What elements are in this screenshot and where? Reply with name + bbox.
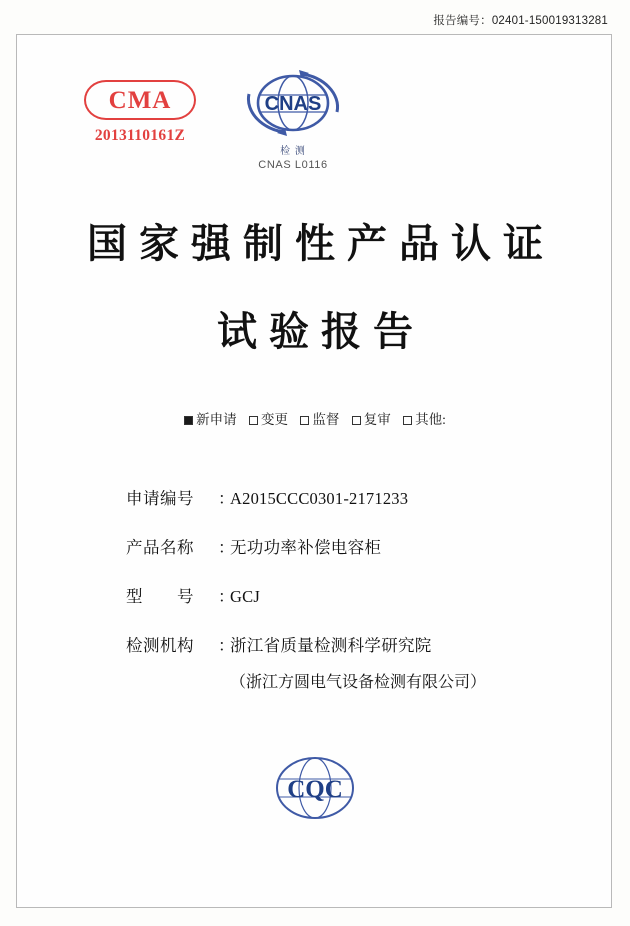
report-fields <box>126 488 546 716</box>
application-type-label-new: 新申请 <box>196 412 237 427</box>
cma-mark-border <box>84 80 196 120</box>
field-colon-application-number: ： <box>218 489 235 508</box>
field-label-application-number: 申请编号 <box>126 489 194 508</box>
field-colon-product-name: ： <box>218 538 235 557</box>
application-type-options <box>0 408 630 428</box>
field-label-testing-organization: 检测机构 <box>126 636 194 655</box>
field-colon-testing-organization: ： <box>218 636 235 655</box>
cnas-mark <box>218 68 368 171</box>
cnas-mark-code: CNAS L0116 <box>258 159 328 171</box>
checkbox-icon-review[interactable] <box>352 416 361 425</box>
document-title-line1: 国家强制性产品认证 <box>87 221 555 266</box>
field-application-number <box>126 488 546 510</box>
field-colon-model: ： <box>218 587 235 606</box>
checkbox-icon-change[interactable] <box>249 416 258 425</box>
field-label-model: 型 号 <box>126 587 194 606</box>
cnas-globe-icon <box>241 68 345 142</box>
application-type-option-supervision[interactable] <box>300 412 342 427</box>
cma-mark-text: CMA <box>108 87 172 114</box>
application-type-label-other: 其他: <box>415 412 446 427</box>
field-label-product-name: 产品名称 <box>126 538 194 557</box>
field-product-name <box>126 537 546 559</box>
cqc-logo <box>267 752 363 824</box>
checkbox-icon-supervision[interactable] <box>300 416 309 425</box>
field-value-model: GCJ <box>230 587 260 606</box>
application-type-label-review: 复审 <box>363 412 391 427</box>
checkbox-icon-new[interactable] <box>184 416 193 425</box>
svg-text:CQC: CQC <box>287 776 343 803</box>
application-type-option-other[interactable] <box>403 412 446 427</box>
report-number-label: 报告编号： <box>433 15 492 27</box>
application-type-option-review[interactable] <box>352 412 394 427</box>
field-model <box>126 586 546 608</box>
field-value-application-number: A2015CCC0301-2171233 <box>230 489 409 508</box>
application-type-label-supervision: 监督 <box>312 412 340 427</box>
accreditation-marks <box>60 68 380 178</box>
report-number-value: 02401-150019313281 <box>491 15 608 27</box>
document-title-line2: 试验报告 <box>217 309 425 354</box>
application-type-option-change[interactable] <box>249 412 291 427</box>
cnas-mark-subtext: 检 测 <box>280 146 306 157</box>
cma-mark-code: 2013110161Z <box>94 127 186 144</box>
report-number <box>433 12 608 28</box>
field-value-testing-organization-sub: （浙江方圆电气设备检测有限公司） <box>230 674 487 691</box>
field-value-product-name: 无功功率补偿电容柜 <box>230 538 382 557</box>
field-value-testing-organization: 浙江省质量检测科学研究院 <box>230 636 432 655</box>
svg-text:CNAS: CNAS <box>264 93 322 115</box>
application-type-label-change: 变更 <box>260 412 288 427</box>
application-type-option-new[interactable] <box>184 412 240 427</box>
cma-mark <box>72 80 208 145</box>
field-testing-organization <box>126 635 546 657</box>
checkbox-icon-other[interactable] <box>403 416 412 425</box>
